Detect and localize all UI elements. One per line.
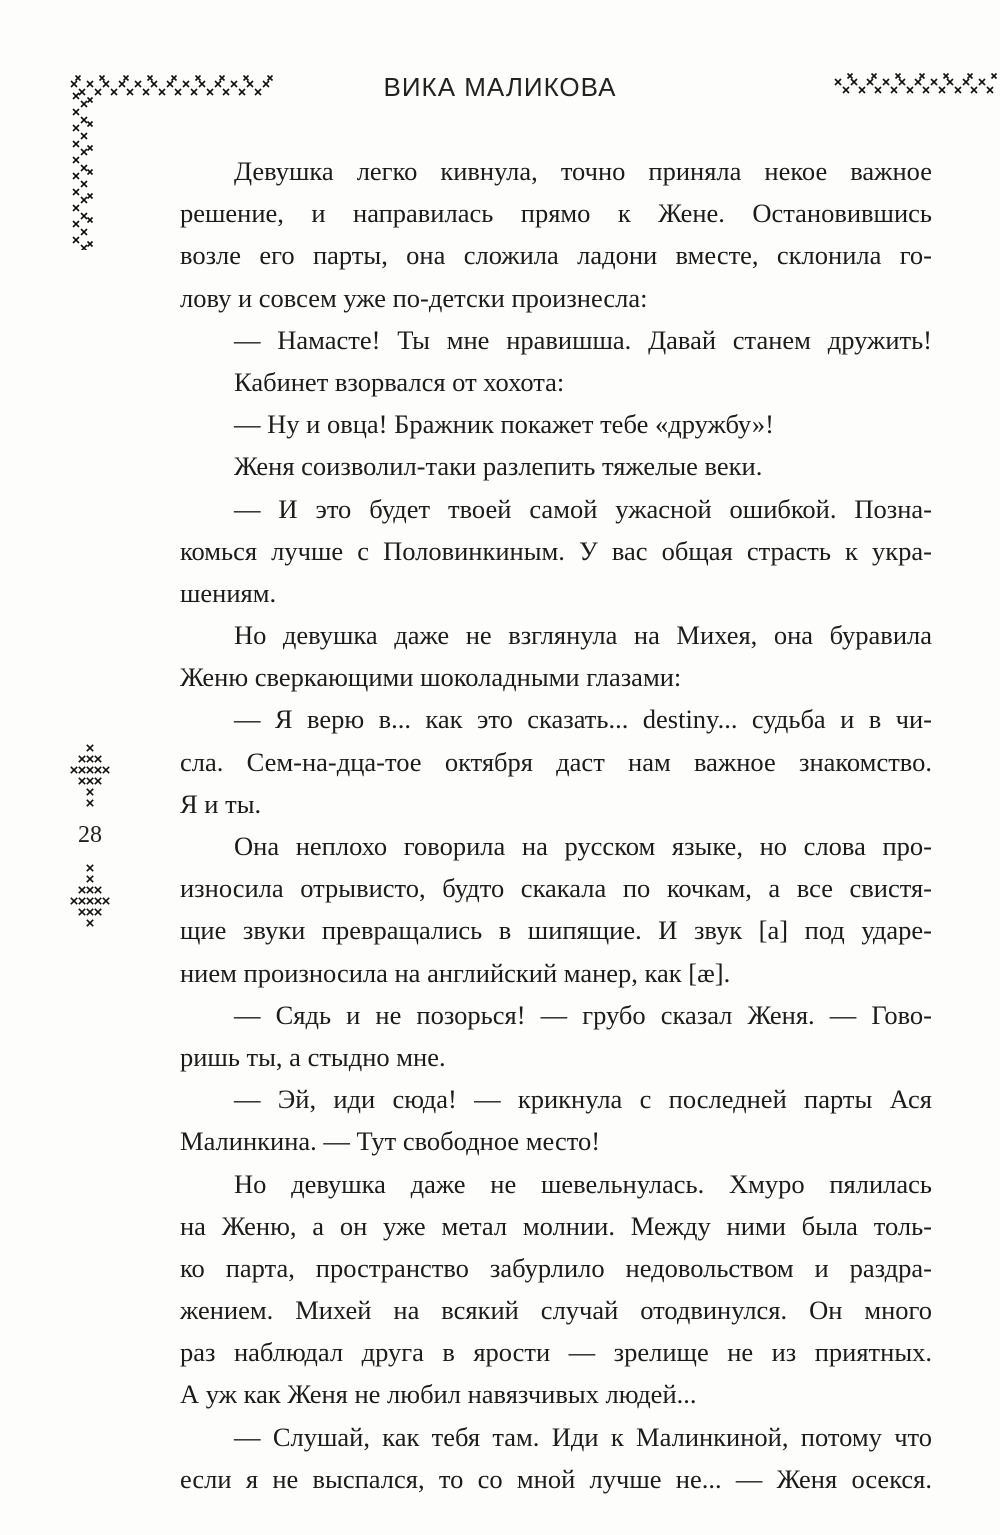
text-line: А уж как Женя не любил навязчивых людей... <box>180 1379 697 1410</box>
text-line: — Слушай, как тебя там. Иди к Малинкиной, потому что <box>234 1421 932 1452</box>
text-line: — Сядь и не позорься! — грубо сказал Женя. — Гово- <box>234 999 932 1030</box>
text-line: лову и совсем уже по-детски произнесла: <box>180 282 648 313</box>
page-number: 28 <box>78 822 102 848</box>
text-line: раз наблюдал друга в ярости — зрелище не из приятных. <box>180 1337 932 1368</box>
text-line: щие звуки превращались в шипящие. И звук [а] под ударе- <box>180 915 932 946</box>
text-line: Она неплохо говорила на русском языке, но слова про- <box>234 831 932 861</box>
text-line: сла. Сем-на-дца-тое октября даст нам важное знакомство. <box>180 746 932 777</box>
text-line: — Намасте! Ты мне нравишша. Давай станем дружить! <box>234 324 932 355</box>
text-line: на Женю, а он уже метал молнии. Между ними была толь- <box>180 1210 932 1241</box>
text-line: — Эй, иди сюда! — крикнула с последней парты Ася <box>234 1084 932 1115</box>
text-line: если я не выспался, то со мной лучше не... — Женя осекся. <box>180 1463 932 1494</box>
running-header: ВИКА МАЛИКОВА <box>383 72 617 102</box>
text-line: — Я верю в... как это сказать... destiny... судьба и в чи- <box>234 704 932 735</box>
text-line: возле его парты, она сложила ладони вместе, склонила го- <box>180 240 932 271</box>
text-line: Малинкина. — Тут свободное место! <box>180 1126 601 1157</box>
text-line: Но девушка даже не взглянула на Михея, она буравила <box>234 620 932 651</box>
text-line: Девушка легко кивнула, точно приняла некое важное <box>234 156 932 186</box>
text-line: Женю сверкающими шоколадными глазами: <box>180 662 682 693</box>
page-number-ornament-top <box>68 740 112 812</box>
text-line: Женя соизволил-таки разлепить тяжелые веки. <box>234 451 763 482</box>
text-line: решение, и направилась прямо к Жене. Остановившись <box>180 198 932 229</box>
text-line: Я и ты. <box>180 788 262 819</box>
page-number-ornament-bottom <box>68 860 112 932</box>
text-line: Кабинет взорвался от хохота: <box>234 366 565 397</box>
text-line: жением. Михей на всякий случай отодвинулся. Он много <box>180 1295 932 1326</box>
body-text <box>180 150 932 1500</box>
text-line: — Ну и овца! Бражник покажет тебе «дружбу»! <box>234 409 774 440</box>
text-line: комься лучше с Половинкиным. У вас общая страсть к укра- <box>180 535 932 566</box>
text-line: ко парта, пространство забурлило недовольством и раздра- <box>180 1252 932 1283</box>
text-line: нием произносила на английский манер, как [æ]. <box>180 957 731 988</box>
text-line: Но девушка даже не шевельнулась. Хмуро пялилась <box>234 1168 932 1199</box>
text-line: шениям. <box>180 577 277 608</box>
text-line: износила отрывисто, будто скакала по кочкам, а все свистя- <box>180 873 932 904</box>
text-line: — И это будет твоей самой ужасной ошибкой. Позна- <box>234 493 932 524</box>
text-line: ришь ты, а стыдно мне. <box>180 1041 446 1072</box>
